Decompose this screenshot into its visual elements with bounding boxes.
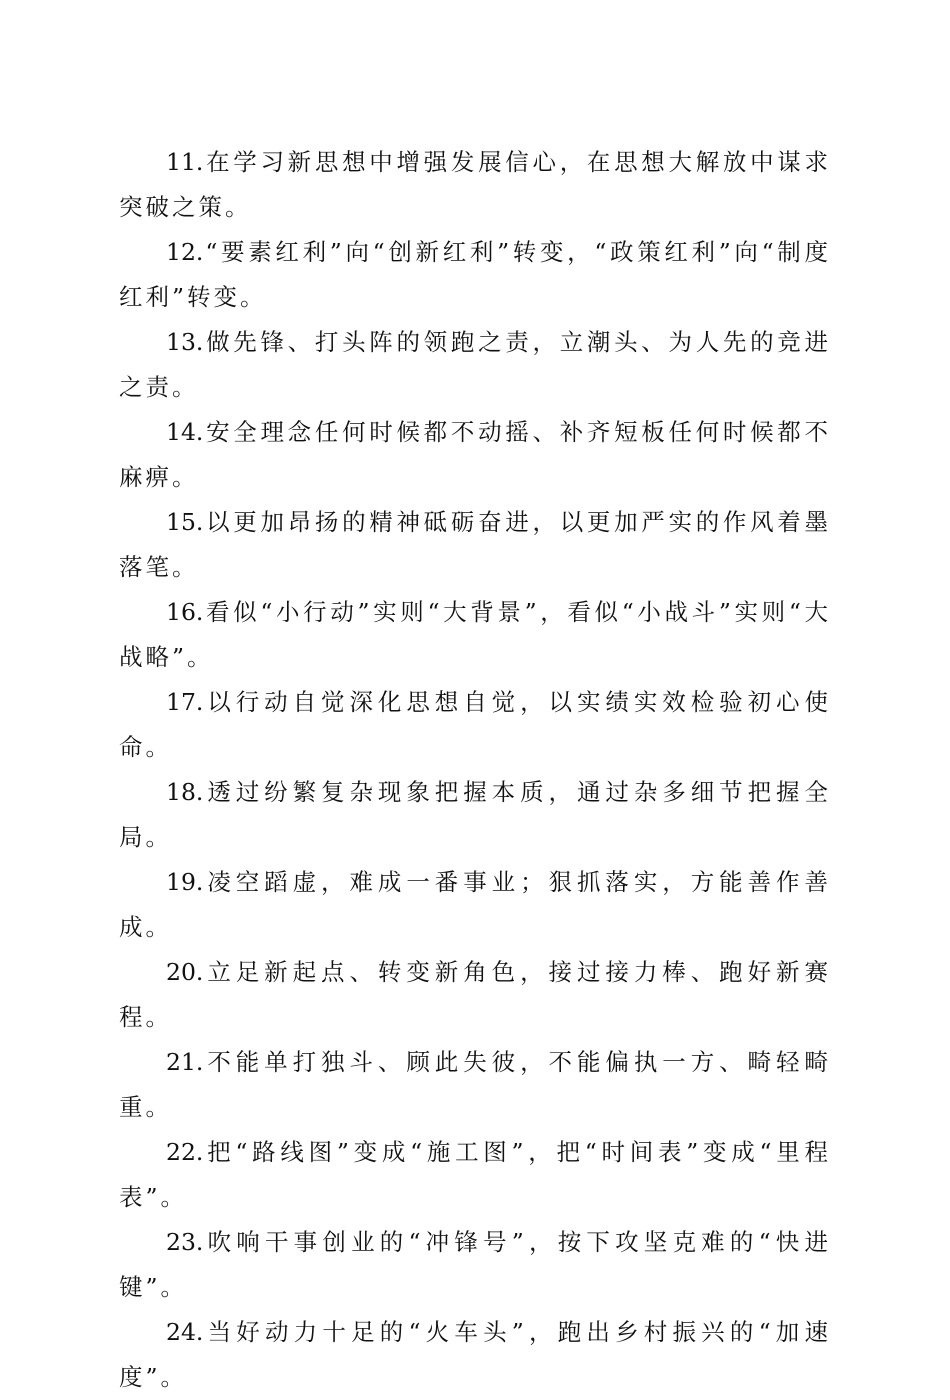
item-number: 21. [166,1048,204,1076]
item-text: 当好动力十足的“火车头”，跑出乡村振兴的“加速度”。 [119,1318,831,1391]
item-text: 以更加昂扬的精神砥砺奋进，以更加严实的作风着墨落笔。 [119,508,831,581]
item-number: 19. [166,868,204,896]
item-number: 23. [166,1228,204,1256]
list-item-12 [119,230,831,320]
item-number: 18. [166,778,204,806]
list-item-22 [119,1130,831,1220]
item-text: 透过纷繁复杂现象把握本质，通过杂多细节把握全局。 [119,778,831,851]
item-text: 吹响干事创业的“冲锋号”，按下攻坚克难的“快进键”。 [119,1228,831,1301]
item-text: 不能单打独斗、顾此失彼，不能偏执一方、畸轻畸重。 [119,1048,831,1121]
item-number: 22. [166,1138,204,1166]
item-text: 立足新起点、转变新角色，接过接力棒、跑好新赛程。 [119,958,831,1031]
item-number: 24. [166,1318,204,1346]
list-item-16 [119,590,831,680]
item-number: 14. [166,418,204,446]
item-number: 13. [166,328,204,356]
item-number: 12. [166,238,204,266]
list-item-24 [119,1310,831,1400]
item-text: 把“路线图”变成“施工图”，把“时间表”变成“里程表”。 [119,1138,831,1211]
list-item-23 [119,1220,831,1310]
item-number: 15. [166,508,204,536]
list-item-11 [119,140,831,230]
item-number: 17. [166,688,204,716]
item-text: 凌空蹈虚，难成一番事业；狠抓落实，方能善作善成。 [119,868,831,941]
list-item-17 [119,680,831,770]
list-item-19 [119,860,831,950]
list-item-21 [119,1040,831,1130]
item-text: 在学习新思想中增强发展信心，在思想大解放中谋求突破之策。 [119,148,831,221]
item-text: “要素红利”向“创新红利”转变，“政策红利”向“制度红利”转变。 [119,238,831,311]
list-item-15 [119,500,831,590]
item-text: 以行动自觉深化思想自觉，以实绩实效检验初心使命。 [119,688,831,761]
item-text: 看似“小行动”实则“大背景”，看似“小战斗”实则“大战略”。 [119,598,831,671]
item-text: 做先锋、打头阵的领跑之责，立潮头、为人先的竞进之责。 [119,328,831,401]
list-item-13 [119,320,831,410]
item-number: 16. [166,598,204,626]
item-text: 安全理念任何时候都不动摇、补齐短板任何时候都不麻痹。 [119,418,831,491]
list-item-20 [119,950,831,1040]
item-number: 20. [166,958,204,986]
document-body [119,140,831,1400]
list-item-18 [119,770,831,860]
item-number: 11. [166,148,204,176]
list-item-14 [119,410,831,500]
